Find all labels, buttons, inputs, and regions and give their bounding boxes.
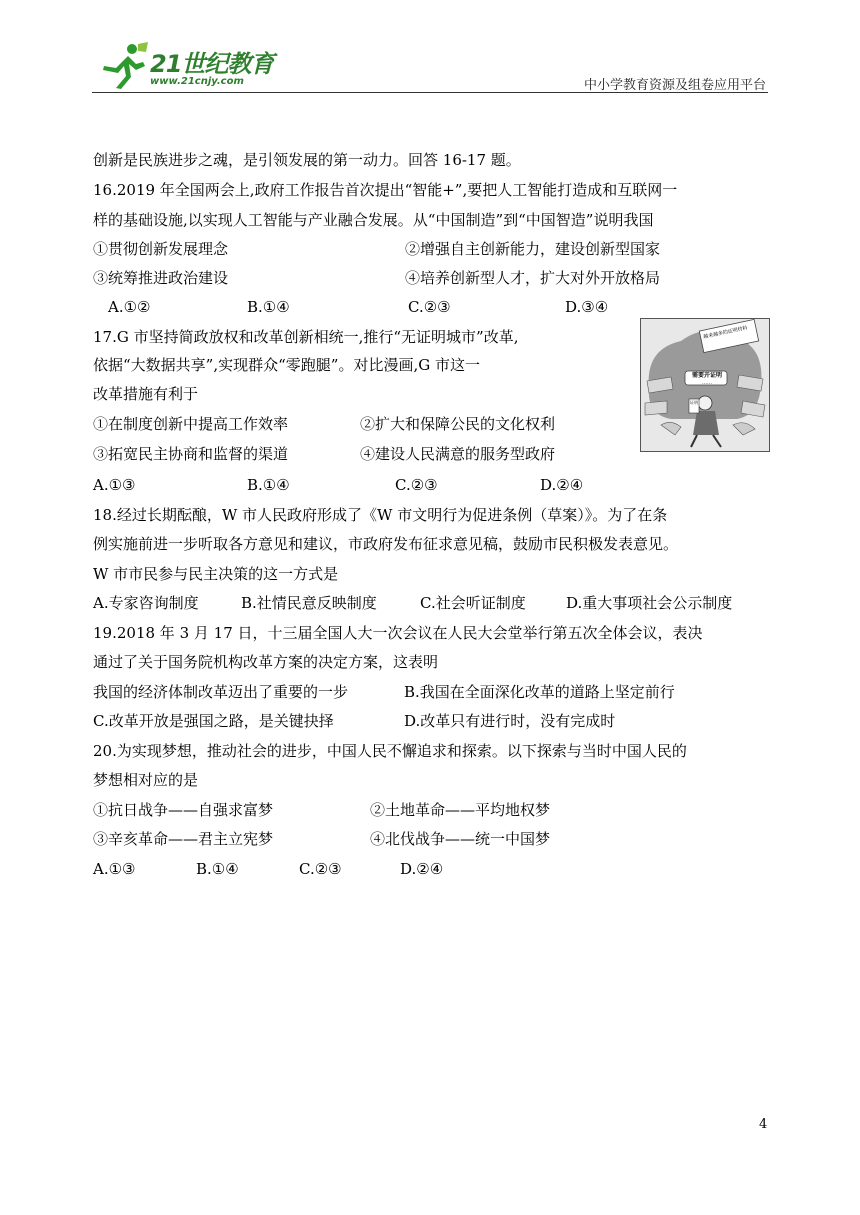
q16-choice-a: A.①② [108, 298, 151, 316]
intro-text: 创新是民族进步之魂，是引领发展的第一动力。回答 16-17 题。 [93, 151, 521, 169]
runner-icon [98, 42, 150, 90]
q20-choice-c: C.②③ [299, 860, 342, 878]
logo-text: 21世纪教育 [150, 50, 274, 78]
q19-choice-c: C.改革开放是强国之路，是关键抉择 [93, 712, 334, 730]
q17-choice-c: C.②③ [395, 476, 438, 494]
q17-item: ③拓宽民主协商和监督的渠道 [93, 445, 289, 463]
q18-stem-line: W 市市民参与民主决策的这一方式是 [93, 565, 339, 583]
q17-item: ①在制度创新中提高工作效率 [93, 415, 289, 433]
q20-stem-line: 梦想相对应的是 [93, 771, 199, 789]
q17-item: ②扩大和保障公民的文化权利 [360, 415, 556, 433]
page-number: 4 [759, 1117, 768, 1132]
q18-stem-line: 例实施前进一步听取各方意见和建议，市政府发布征求意见稿，鼓励市民积极发表意见。 [93, 535, 679, 553]
q17-item: ④建设人民满意的服务型政府 [360, 445, 556, 463]
q17-choice-d: D.②④ [540, 476, 584, 494]
q16-choice-c: C.②③ [408, 298, 451, 316]
q18-choice-b: B.社情民意反映制度 [241, 594, 377, 612]
q19-stem-line: 19.2018 年 3 月 17 日，十三届全国人大一次会议在人民大会堂举行第五次全体会议，表决 [93, 624, 703, 642]
q16-item: ④培养创新型人才，扩大对外开放格局 [405, 269, 661, 287]
logo-url: www.21cnjy.com [150, 76, 244, 87]
q20-item: ①抗日战争——自强求富梦 [93, 801, 274, 819]
q18-choice-d: D.重大事项社会公示制度 [566, 594, 733, 612]
q16-item: ③统筹推进政治建设 [93, 269, 229, 287]
q17-stem-line: 依据“大数据共享”,实现群众“零跑腿”。对比漫画,G 市这一 [93, 356, 480, 374]
cartoon-caption: 需要开证明 [691, 372, 722, 379]
q17-choice-b: B.①④ [247, 476, 290, 494]
q18-stem-line: 18.经过长期酝酿，W 市人民政府形成了《W 市文明行为促进条例（草案）》。为了在条 [93, 506, 668, 524]
cartoon-dots: …… [702, 380, 712, 386]
q16-choice-d: D.③④ [565, 298, 609, 316]
q19-stem-line: 通过了关于国务院机构改革方案的决定方案，这表明 [93, 653, 439, 671]
q17-stem-line: 17.G 市坚持简政放权和改革创新相统一,推行“无证明城市”改革, [93, 328, 519, 346]
q16-stem-line: 样的基础设施,以实现人工智能与产业融合发展。从“中国制造”到“中国智造”说明我国 [93, 211, 654, 229]
q19-choice-d: D.改革只有进行时，没有完成时 [404, 712, 616, 730]
q18-choice-c: C.社会听证制度 [420, 594, 526, 612]
platform-name: 中小学教育资源及组卷应用平台 [583, 78, 766, 93]
page-header [92, 38, 768, 94]
q20-stem-line: 20.为实现梦想，推动社会的进步，中国人民不懈追求和探索。以下探索与当时中国人民的 [93, 742, 687, 760]
q20-item: ③辛亥革命——君主立宪梦 [93, 830, 274, 848]
q16-item: ②增强自主创新能力，建设创新型国家 [405, 240, 661, 258]
q16-item: ①贯彻创新发展理念 [93, 240, 229, 258]
header-divider [92, 92, 768, 93]
q19-choice-b: B.我国在全面深化改革的道路上坚定前行 [404, 683, 675, 701]
site-logo [92, 38, 292, 92]
q20-item: ②土地革命——平均地权梦 [370, 801, 551, 819]
q17-choice-a: A.①③ [93, 476, 136, 494]
cartoon-doc-label: 证明 [690, 400, 698, 405]
q16-choice-b: B.①④ [247, 298, 290, 316]
q20-choice-b: B.①④ [196, 860, 239, 878]
q17-stem-line: 改革措施有利于 [93, 385, 199, 403]
cartoon-image [640, 318, 770, 452]
q20-item: ④北伐战争——统一中国梦 [370, 830, 551, 848]
cartoon-banner: 越来越多的证明材料 [702, 325, 749, 341]
q16-stem-line: 16.2019 年全国两会上,政府工作报告首次提出“智能+”,要把人工智能打造成和互联网一 [93, 181, 678, 199]
q19-choice-a: 我国的经济体制改革迈出了重要的一步 [93, 683, 349, 701]
q20-choice-a: A.①③ [93, 860, 136, 878]
q18-choice-a: A.专家咨询制度 [93, 594, 199, 612]
q20-choice-d: D.②④ [400, 860, 444, 878]
